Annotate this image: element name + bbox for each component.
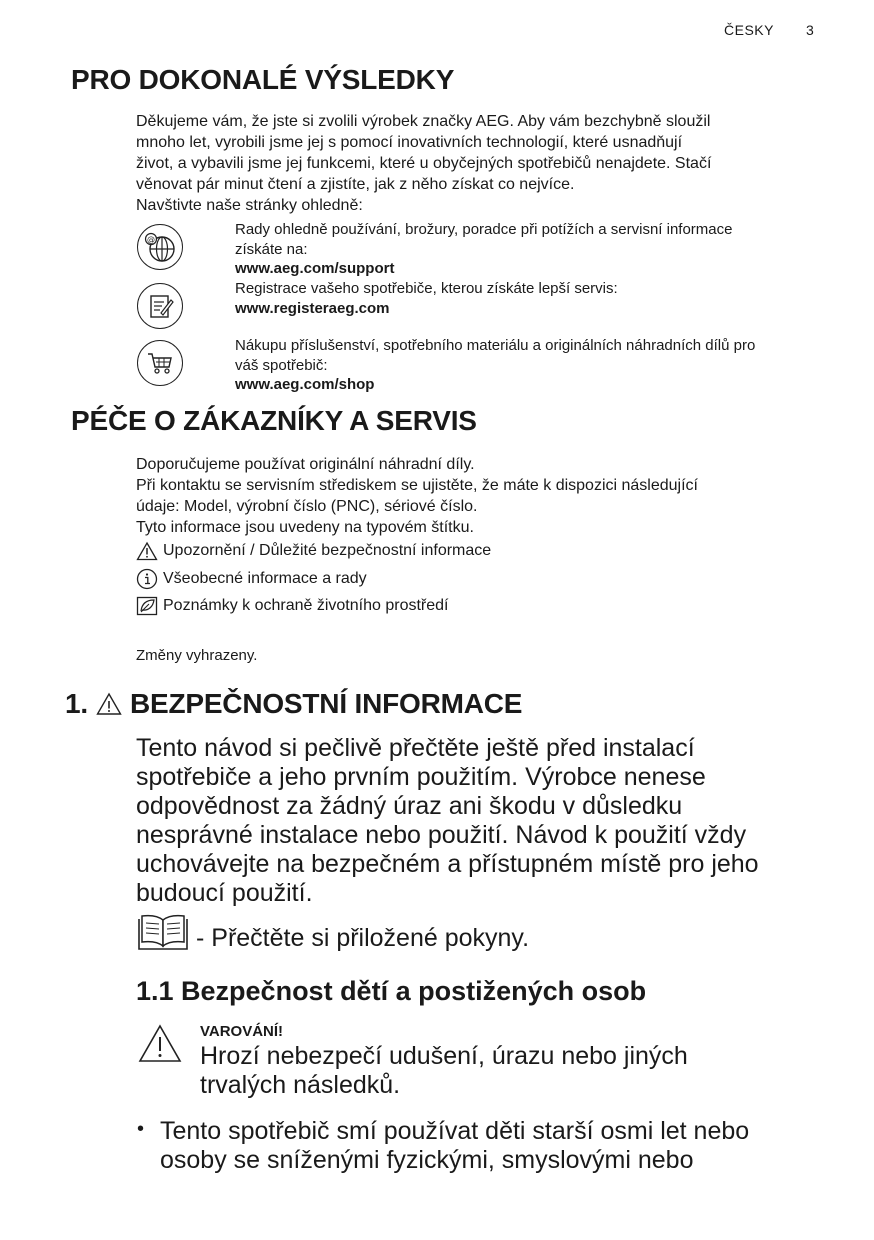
intro-paragraph — [136, 111, 836, 216]
section-number: 1. — [65, 688, 88, 719]
safety-line: uchovávejte na bezpečném a přístupném místě pro jeho — [136, 850, 759, 878]
warning-line: trvalých následků. — [200, 1071, 401, 1099]
care-line: údaje: Model, výrobní číslo (PNC), sériové číslo. — [136, 498, 478, 515]
read-instructions-text: - Přečtěte si přiložené pokyny. — [196, 924, 530, 952]
link-description: Registrace vašeho spotřebiče, kterou získáte lepší servis: — [235, 280, 618, 297]
warning-text — [200, 1042, 820, 1100]
safety-line: budoucí použití. — [136, 879, 313, 907]
warning-line: Hrozí nebezpečí udušení, úrazu nebo jiných — [200, 1042, 688, 1070]
care-paragraph — [136, 454, 836, 538]
changes-reserved: Změny vyhrazeny. — [136, 647, 258, 664]
shop-link[interactable]: www.aeg.com/shop — [235, 376, 375, 393]
legend-text: Všeobecné informace a rady — [163, 570, 367, 587]
safety-line: Tento návod si pečlivě přečtěte ještě před instalací — [136, 734, 695, 762]
care-line: Při kontaktu se servisním střediskem se ujistěte, že máte k dispozici následující — [136, 477, 698, 494]
section-safety-heading — [65, 688, 522, 720]
header-language: ČESKY — [724, 22, 774, 38]
link-description: Nákupu příslušenství, spotřebního materiálu a originálních náhradních dílů pro — [235, 337, 756, 354]
warning-icon — [136, 541, 158, 561]
leaf-icon — [136, 596, 158, 616]
intro-line: Navštivte naše stránky ohledně: — [136, 197, 363, 214]
section-title-safety: BEZPEČNOSTNÍ INFORMACE — [129, 688, 523, 719]
intro-line: mnoho let, vyrobili jsme jej s pomocí inovativních technologií, které usnadňují — [136, 134, 683, 151]
warning-icon — [96, 692, 122, 716]
intro-line: věnovat pár minut čtení a zjistíte, jak z něho získat co nejvíce. — [136, 176, 575, 193]
bullet-marker: • — [137, 1118, 145, 1140]
intro-line: život, a vybavili jsme jej funkcemi, které u obyčejných spotřebičů nenajdete. Stačí — [136, 155, 712, 172]
legend-info — [136, 568, 367, 590]
legend-text: Poznámky k ochraně životního prostředí — [163, 597, 449, 614]
globe-icon — [137, 224, 183, 270]
read-instructions-row — [136, 913, 529, 953]
warning-label: VAROVÁNÍ! — [200, 1023, 284, 1040]
safety-line: spotřebiče a jeho prvním použitím. Výrobce nenese — [136, 763, 706, 791]
safety-line: odpovědnost za žádný úraz ani škodu v důsledku — [136, 792, 683, 820]
svg-text:@: @ — [147, 235, 155, 244]
legend-warning — [136, 541, 491, 561]
page-number: 3 — [806, 22, 815, 38]
info-icon — [136, 568, 158, 590]
safety-intro — [136, 734, 856, 908]
section-title-results: PRO DOKONALÉ VÝSLEDKY — [71, 64, 455, 95]
book-icon — [136, 913, 190, 953]
bullet-line: Tento spotřebič smí používat děti starší osmi let nebo — [160, 1117, 750, 1145]
safety-line: nesprávné instalace nebo použití. Návod k použití vždy — [136, 821, 747, 849]
link-description: váš spotřebič: — [235, 356, 328, 374]
legend-text: Upozornění / Důležité bezpečnostní informace — [163, 542, 492, 559]
register-icon — [137, 283, 183, 329]
subsection-title: 1.1 Bezpečnost dětí a postižených osob — [136, 976, 647, 1006]
care-line: Tyto informace jsou uvedeny na typovém štítku. — [136, 519, 474, 536]
link-shop-block — [235, 336, 835, 395]
care-line: Doporučujeme používat originální náhradní díly. — [136, 456, 475, 473]
warning-icon — [138, 1024, 182, 1064]
intro-line: Děkujeme vám, že jste si zvolili výrobek značky AEG. Aby vám bezchybně sloužil — [136, 113, 711, 130]
cart-icon — [137, 340, 183, 386]
link-register-block — [235, 279, 825, 318]
link-support-block — [235, 220, 825, 279]
register-link[interactable]: www.registeraeg.com — [235, 299, 390, 317]
link-description: Rady ohledně používání, brožury, poradce při potížích a servisní informace — [235, 221, 733, 238]
support-link[interactable]: www.aeg.com/support — [235, 260, 395, 277]
link-description: získáte na: — [235, 240, 308, 258]
legend-environment — [136, 596, 448, 616]
bullet-line: osoby se sníženými fyzickými, smyslovými nebo — [160, 1146, 694, 1174]
section-title-care: PÉČE O ZÁKAZNÍKY A SERVIS — [71, 405, 477, 436]
bullet-text — [160, 1117, 860, 1175]
